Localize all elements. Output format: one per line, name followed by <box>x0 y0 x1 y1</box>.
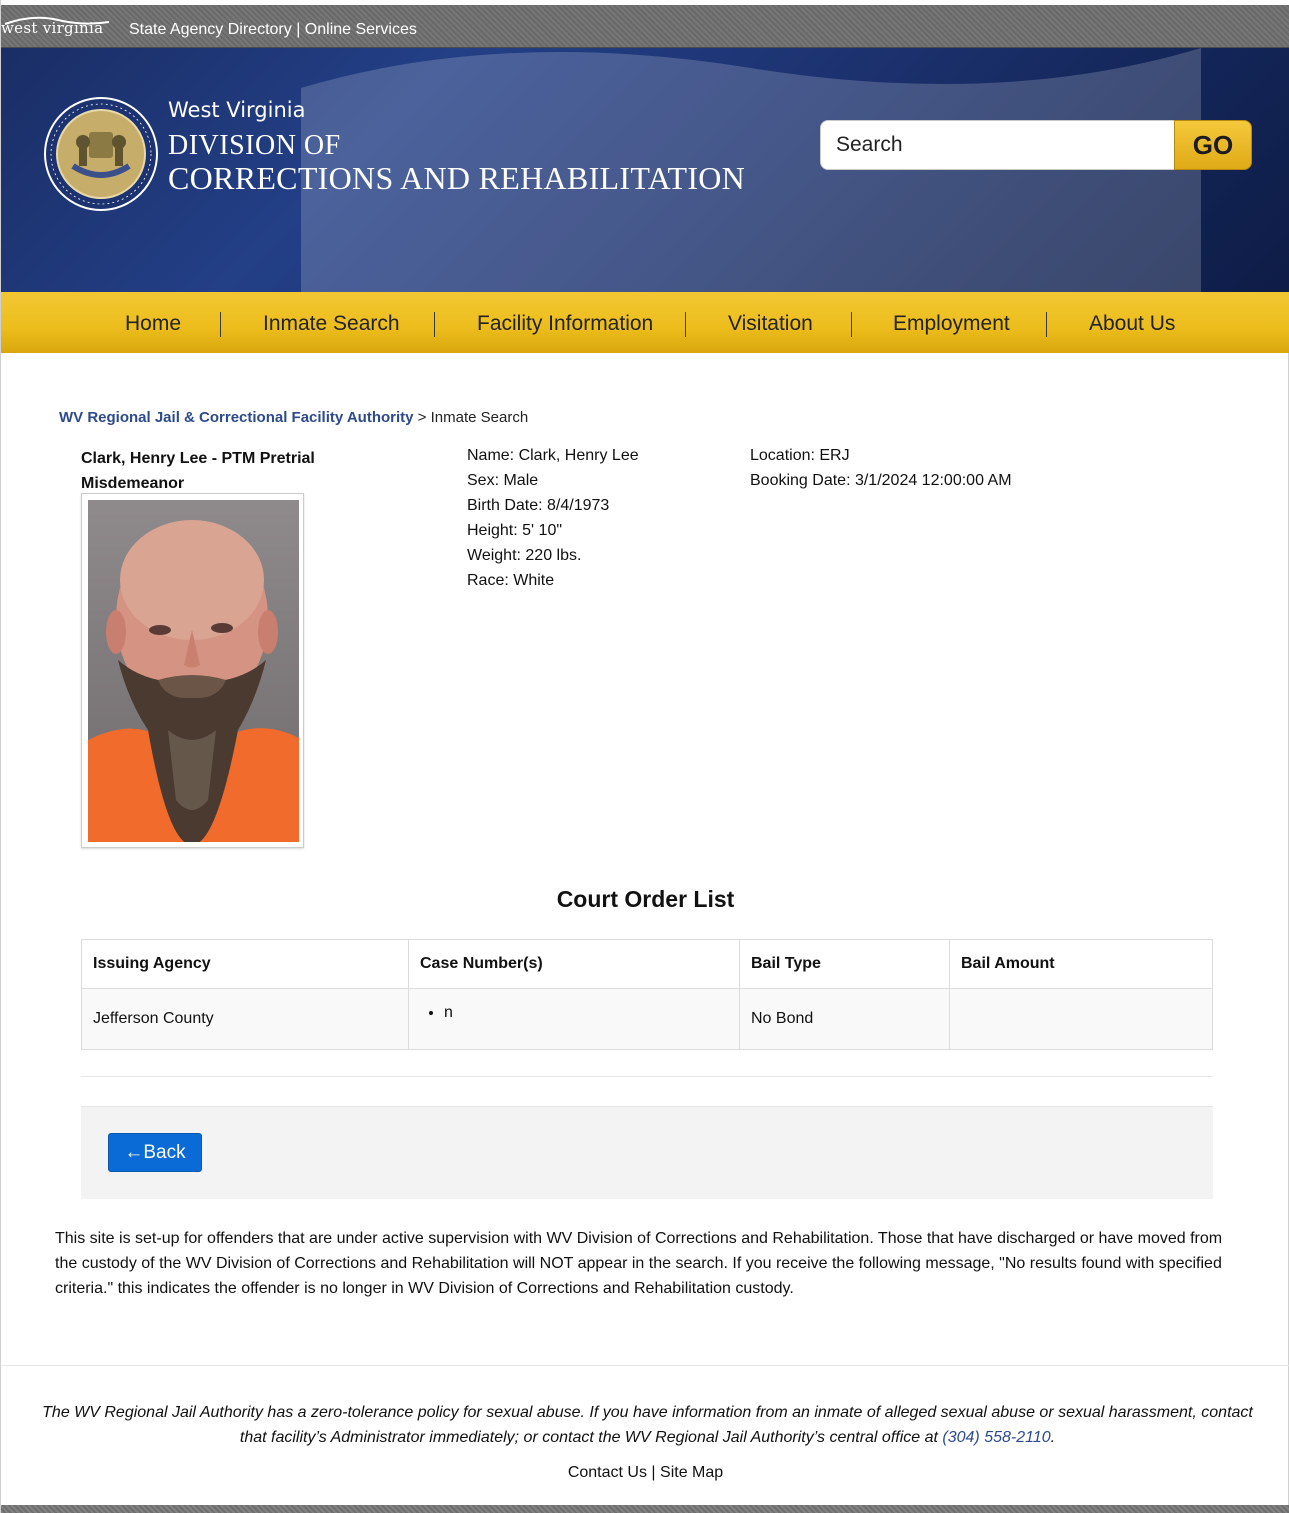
footer-links <box>1 1464 1289 1482</box>
contact-us-link[interactable]: Contact Us <box>567 1464 647 1481</box>
site-map-link[interactable]: Site Map <box>660 1464 724 1481</box>
cell-issuing-agency: Jefferson County <box>82 989 409 1050</box>
wv-logo-text[interactable]: west virginia <box>1 19 104 37</box>
inmate-birth-date: Birth Date: 8/4/1973 <box>467 497 610 514</box>
column-header-bail-type: Bail Type <box>740 940 950 989</box>
breadcrumb-separator: > <box>413 409 431 426</box>
nav-item-employment[interactable]: Employment <box>893 312 1010 335</box>
state-bar <box>1 5 1289 48</box>
main-nav <box>1 292 1289 353</box>
inmate-title: Clark, Henry Lee - PTM Pretrial Misdemeanor <box>81 450 315 492</box>
state-links[interactable]: State Agency Directory | Online Services <box>129 21 417 38</box>
court-order-title: Court Order List <box>556 886 735 912</box>
inmate-height: Height: 5' 10" <box>467 522 563 539</box>
inmate-details <box>467 443 639 593</box>
nav-separator <box>220 312 221 337</box>
inmate-booking <box>750 443 1015 493</box>
bottom-bar <box>1 1505 1289 1513</box>
footer-divider <box>1 1365 1289 1366</box>
nav-separator <box>1046 312 1047 337</box>
search-input[interactable] <box>836 121 1166 169</box>
breadcrumb <box>59 409 528 426</box>
inmate-photo <box>88 500 299 842</box>
inmate-weight: Weight: 220 lbs. <box>467 547 582 564</box>
nav-item-about-us[interactable]: About Us <box>1089 312 1176 335</box>
back-panel <box>81 1106 1213 1199</box>
table-row <box>82 989 1213 1050</box>
nav-item-facility-information[interactable]: Facility Information <box>477 312 654 335</box>
table-header-row <box>82 940 1213 989</box>
inmate-location: Location: ERJ <box>750 447 850 464</box>
inmate-name: Name: Clark, Henry Lee <box>467 447 639 464</box>
search-go-button[interactable]: GO <box>1174 120 1252 170</box>
inmate-photo-frame <box>81 493 304 848</box>
court-order-table <box>81 939 1213 1050</box>
cell-bail-type: No Bond <box>740 989 950 1050</box>
footer-phone-link[interactable]: (304) 558-2110 <box>942 1429 1051 1446</box>
case-number-item: • n <box>444 1004 728 1022</box>
nav-item-inmate-search[interactable]: Inmate Search <box>263 312 400 335</box>
nav-separator <box>434 312 435 337</box>
column-header-bail-amount: Bail Amount <box>950 940 1213 989</box>
column-header-case-numbers: Case Number(s) <box>409 940 740 989</box>
nav-separator <box>685 312 686 337</box>
agency-title-line2: CORRECTIONS AND REHABILITATION <box>168 160 746 196</box>
nav-separator <box>851 312 852 337</box>
inmate-booking-date: Booking Date: 3/1/2024 12:00:00 AM <box>750 472 1012 489</box>
section-divider <box>81 1076 1213 1077</box>
nav-item-home[interactable]: Home <box>125 312 182 335</box>
nav-item-visitation[interactable]: Visitation <box>728 312 813 335</box>
supervision-notice: This site is set-up for offenders that are under active supervision with WV Division of Corrections and Rehabilitation. Those that have discharged or have moved from the custody of the WV Division of Corrections and Rehabilitation will NOT appear in the search. If you receive the following message, "No results found with specified criteria." this indicates the offender is no longer in WV Division of Corrections and Rehabilitation custody. <box>55 1230 1223 1297</box>
footer-policy-end: . <box>1050 1429 1056 1446</box>
dcr-seal-icon[interactable] <box>43 96 159 212</box>
back-button-label: Back <box>143 1142 186 1163</box>
cell-bail-amount <box>950 989 1213 1050</box>
footer-link-separator: | <box>646 1464 661 1481</box>
agency-state-name: West Virginia <box>168 98 306 122</box>
back-button[interactable] <box>108 1133 202 1172</box>
inmate-race: Race: White <box>467 572 555 589</box>
breadcrumb-link-authority[interactable]: WV Regional Jail & Correctional Facility Authority <box>59 409 414 426</box>
footer-policy-text: The WV Regional Jail Authority has a zero-tolerance policy for sexual abuse. If you have information from an inmate of alleged sexual abuse or sexual harassment, contact that facility’s Administrator immediately; or contact the WV Regional Jail Authority’s central office at <box>42 1404 1253 1446</box>
cell-case-numbers <box>409 989 740 1050</box>
search-box <box>820 120 1176 170</box>
case-number-list <box>420 1004 728 1022</box>
header-banner <box>1 48 1289 292</box>
breadcrumb-current: Inmate Search <box>430 409 529 426</box>
agency-title-line1: DIVISION OF <box>168 130 341 161</box>
footer-policy <box>41 1400 1254 1450</box>
column-header-issuing-agency: Issuing Agency <box>82 940 409 989</box>
arrow-left-icon: ← <box>124 1142 144 1163</box>
inmate-sex: Sex: Male <box>467 472 539 489</box>
